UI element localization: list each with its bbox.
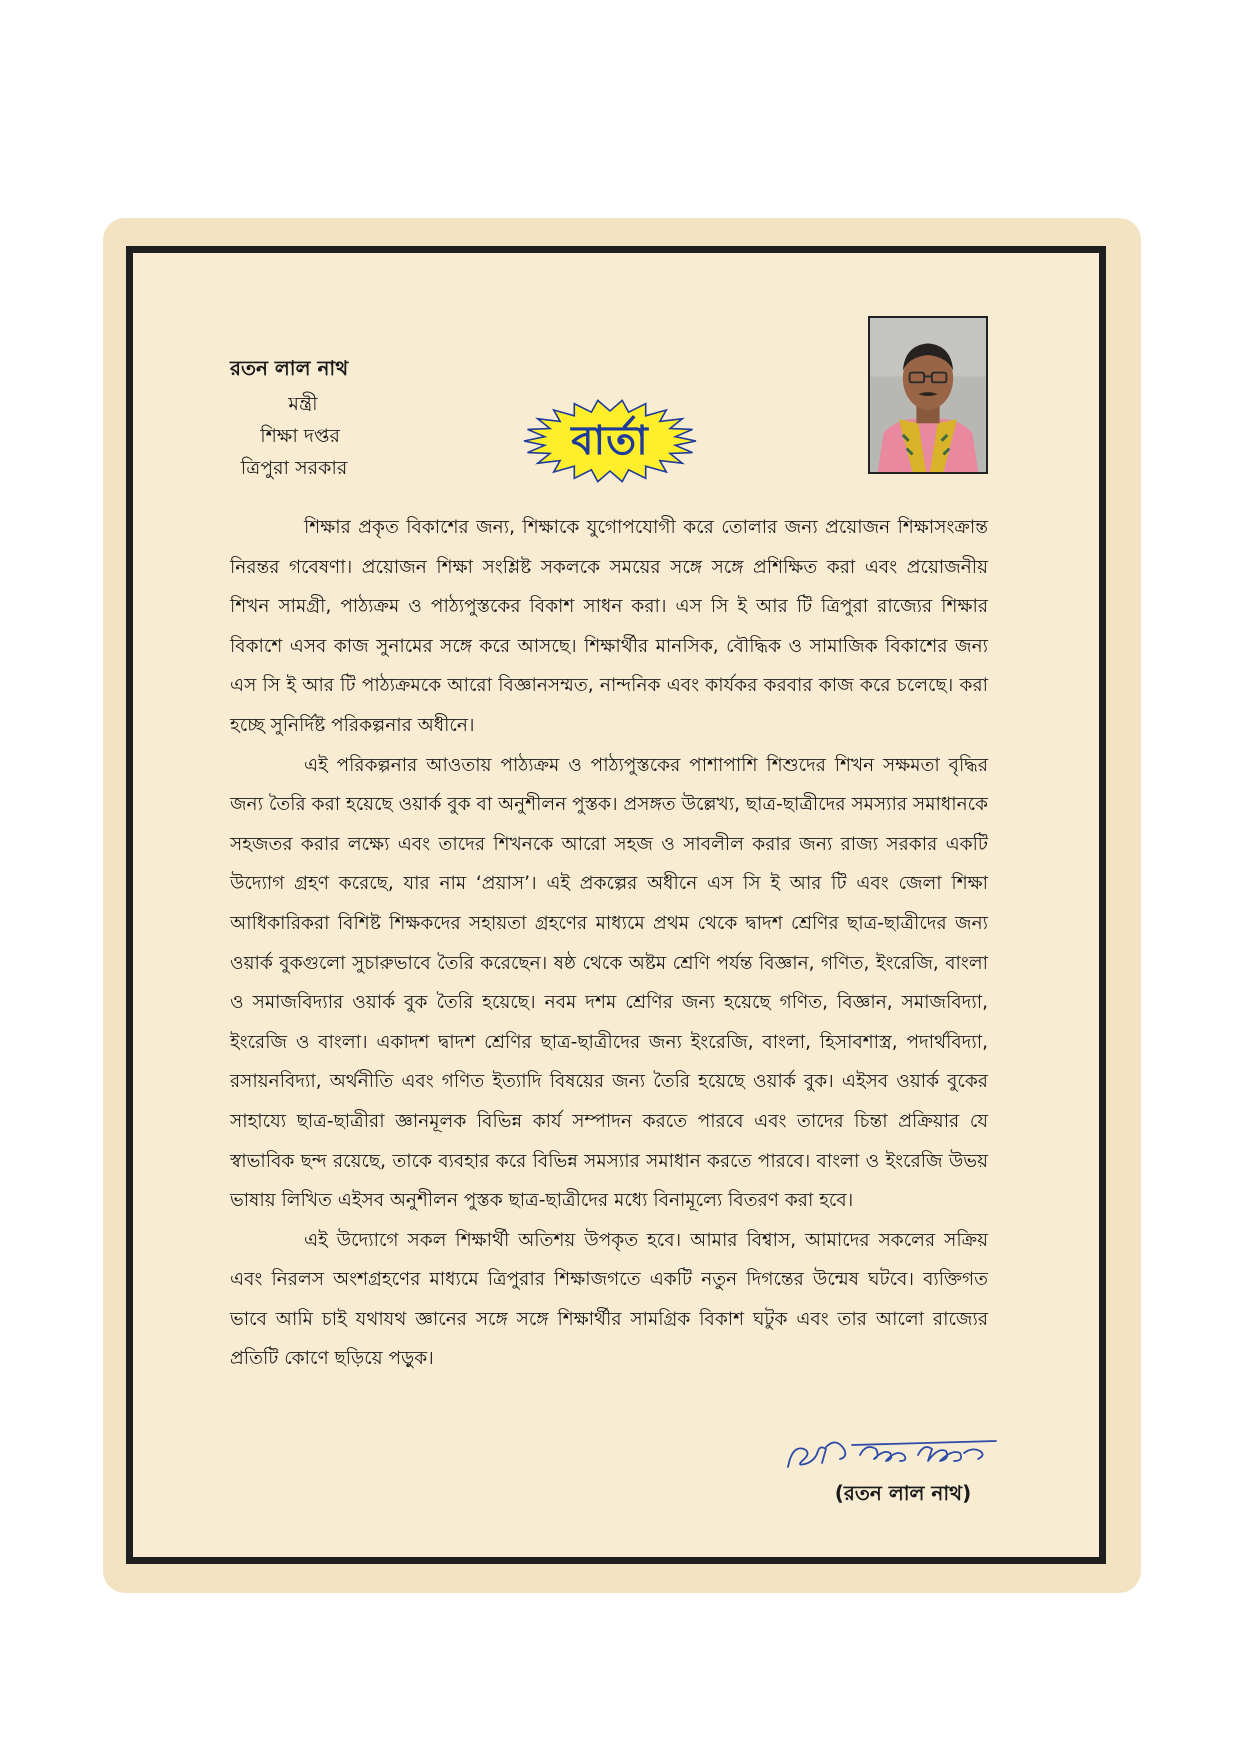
signature-icon xyxy=(782,1427,1000,1479)
sender-department: শিক্ষা দপ্তর xyxy=(260,425,340,447)
body-paragraph: শিক্ষার প্রকৃত বিকাশের জন্য, শিক্ষাকে যুগোপযোগী করে তোলার জন্য প্রয়োজন শিক্ষাসংক্রান্ত নিরন্তর গবেষণা। প্রয়োজন শিক্ষা সংশ্লিষ্ট সকলকে সময়ের সঙ্গে সঙ্গে প্রশিক্ষিত করা এবং প্রয়োজনীয় শিখন সামগ্রী, পাঠ্যক্রম ও পাঠ্যপুস্তকের বিকাশ সাধন করা। এস সি ই আর টি ত্রিপুরা রাজ্যের শিক্ষার বিকাশে এসব কাজ সুনামের সঙ্গে করে আসছে। শিক্ষার্থীর মানসিক, বৌদ্ধিক ও সামাজিক বিকাশের জন্য এস সি ই আর টি পাঠ্যক্রমকে আরো বিজ্ঞানসম্মত, নান্দনিক এবং কার্যকর করবার কাজ করে চলেছে। করা হচ্ছে সুনির্দিষ্ট পরিকল্পনার অধীনে। xyxy=(230,517,988,736)
sender-block xyxy=(230,352,348,484)
sender-name: রতন লাল নাথ xyxy=(230,356,349,380)
message-body xyxy=(230,508,988,1379)
signer-name: (রতন লাল নাথ) xyxy=(834,1481,972,1505)
sender-government: ত্রিপুরা সরকার xyxy=(240,457,348,479)
body-paragraph: এই পরিকল্পনার আওতায় পাঠ্যক্রম ও পাঠ্যপুস্তকের পাশাপাশি শিশুদের শিখন সক্ষমতা বৃদ্ধির জন্য তৈরি করা হয়েছে ওয়ার্ক বুক বা অনুশীলন পুস্তক। প্রসঙ্গত উল্লেখ্য, ছাত্র-ছাত্রীদের সমস্যার সমাধানকে সহজতর করার লক্ষ্যে এবং তাদের শিখনকে আরো সহজ ও সাবলীল করার জন্য রাজ্য সরকার একটি উদ্যোগ গ্রহণ করেছে, যার নাম ‘প্রয়াস’। এই প্রকল্পের অধীনে এস সি ই আর টি এবং জেলা শিক্ষা আধিকারিকরা বিশিষ্ট শিক্ষকদের সহায়তা গ্রহণের মাধ্যমে প্রথম থেকে দ্বাদশ শ্রেণির ছাত্র-ছাত্রীদের জন্য ওয়ার্ক বুকগুলো সুচারুভাবে তৈরি করেছেন। ষষ্ঠ থেকে অষ্টম শ্রেণি পর্যন্ত বিজ্ঞান, গণিত, ইংরেজি, বাংলা ও সমাজবিদ্যার ওয়ার্ক বুক তৈরি হয়েছে। নবম দশম শ্রেণির জন্য হয়েছে গণিত, বিজ্ঞান, সমাজবিদ্যা, ইংরেজি ও বাংলা। একাদশ দ্বাদশ শ্রেণির ছাত্র-ছাত্রীদের জন্য ইংরেজি, বাংলা, হিসাবশাস্ত্র, পদার্থবিদ্যা, রসায়নবিদ্যা, অর্থনীতি এবং গণিত ইত্যাদি বিষয়ের জন্য তৈরি হয়েছে ওয়ার্ক বুক। এইসব ওয়ার্ক বুকের সাহায্যে ছাত্র-ছাত্রীরা জ্ঞানমূলক বিভিন্ন কার্য সম্পাদন করতে পারবে এবং তাদের চিন্তা প্রক্রিয়ার যে স্বাভাবিক ছন্দ রয়েছে, তাকে ব্যবহার করে বিভিন্ন সমস্যার সমাধান করতে পারবে। বাংলা ও ইংরেজি উভয় ভাষায় লিখিত এইসব অনুশীলন পুস্তক ছাত্র-ছাত্রীদের মধ্যে বিনামূল্যে বিতরণ করা হবে। xyxy=(230,754,988,1212)
sender-designation: মন্ত্রী xyxy=(288,393,318,415)
portrait-photo xyxy=(868,316,988,474)
signature-image xyxy=(782,1427,1000,1479)
portrait-icon xyxy=(870,318,986,472)
title-badge xyxy=(522,398,698,484)
body-paragraph: এই উদ্যোগে সকল শিক্ষার্থী অতিশয় উপকৃত হবে। আমার বিশ্বাস, আমাদের সকলের সক্রিয় এবং নিরলস অংশগ্রহণের মাধ্যমে ত্রিপুরার শিক্ষাজগতে একটি নতুন দিগন্তের উন্মেষ ঘটবে। ব্যক্তিগত ভাবে আমি চাই যথাযথ জ্ঞানের সঙ্গে সঙ্গে শিক্ষার্থীর সামগ্রিক বিকাশ ঘটুক এবং তার আলো রাজ্যের প্রতিটি কোণে ছড়িয়ে পড়ুক। xyxy=(230,1229,988,1370)
page-title: বার্তা xyxy=(571,418,649,464)
